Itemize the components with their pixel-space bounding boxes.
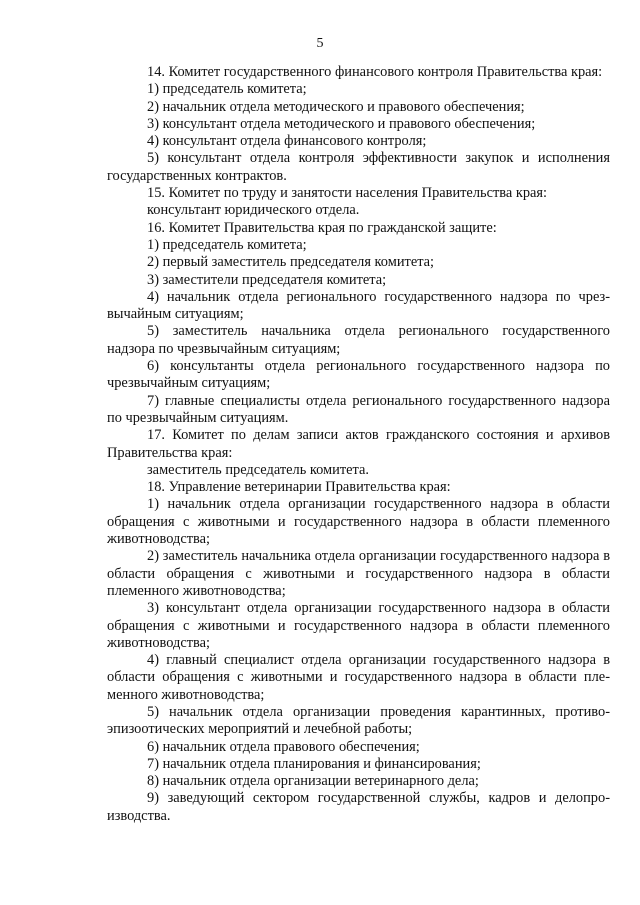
paragraph: 1) начальник отдела организации государственного надзора в области обращения с животными и государственного надзора в области племенного животноводства; <box>107 496 610 548</box>
paragraph: 3) консультант отдела методического и правового обеспечения; <box>147 115 536 132</box>
paragraph: 9) заведующий сектором государственной службы, кадров и делопроизводства. <box>107 790 610 824</box>
paragraph: 5) заместитель начальника отдела регионального государственного надзора по чрезвычайным ситуациям; <box>107 323 610 357</box>
paragraph: 5) консультант отдела контроля эффективности закупок и исполнения государственных контрактов. <box>107 150 610 184</box>
paragraph: 8) начальник отдела организации ветеринарного дела; <box>147 773 479 790</box>
paragraph: 7) главные специалисты отдела регионального государственного надзора по чрезвычайным ситуациям. <box>107 392 610 426</box>
paragraph: 18. Управление ветеринарии Правительства края: <box>147 479 451 496</box>
paragraph: 15. Комитет по труду и занятости населения Правительства края: <box>147 185 548 202</box>
paragraph: консультант юридического отдела. <box>147 202 360 219</box>
paragraph: 4) главный специалист отдела организации государственного надзора в области обращения с животными и государственного надзора в области племенного животноводства; <box>107 652 610 703</box>
paragraph: 3) заместители председателя комитета; <box>147 271 387 288</box>
paragraph: 3) консультант отдела организации государственного надзора в области обращения с животными и государственного надзора в области племенного животноводства; <box>107 600 610 651</box>
paragraph: 4) консультант отдела финансового контроля; <box>147 133 427 150</box>
paragraph: 1) председатель комитета; <box>147 81 307 98</box>
paragraph: 17. Комитет по делам записи актов гражданского состояния и архивов Правительства края: <box>107 427 610 461</box>
page-number: 5 <box>316 36 324 51</box>
paragraph: 2) заместитель начальника отдела организации государственного надзора в области обращения с животными и государственного надзора в области племенного животноводства; <box>107 548 610 599</box>
paragraph: 4) начальник отдела регионального государственного надзора по чрезвычайным ситуациям; <box>107 288 610 323</box>
paragraph: 1) председатель комитета; <box>147 236 307 253</box>
document-body <box>107 64 610 825</box>
paragraph: 2) начальник отдела методического и правового обеспечения; <box>147 98 525 115</box>
paragraph: 7) начальник отдела планирования и финансирования; <box>147 755 481 772</box>
paragraph: 16. Комитет Правительства края по гражданской защите: <box>147 219 497 236</box>
paragraph: 2) первый заместитель председателя комитета; <box>147 254 435 271</box>
paragraph: 6) консультанты отдела регионального государственного надзора по чрезвычайным ситуациям; <box>107 358 610 392</box>
paragraph: заместитель председатель комитета. <box>147 461 369 478</box>
paragraph: 14. Комитет государственного финансового контроля Правительства края: <box>147 64 603 80</box>
paragraph: 5) начальник отдела организации проведения карантинных, противоэпизоотических мероприятий и лечебной работы; <box>107 703 610 738</box>
paragraph: 6) начальник отдела правового обеспечения; <box>147 738 420 755</box>
